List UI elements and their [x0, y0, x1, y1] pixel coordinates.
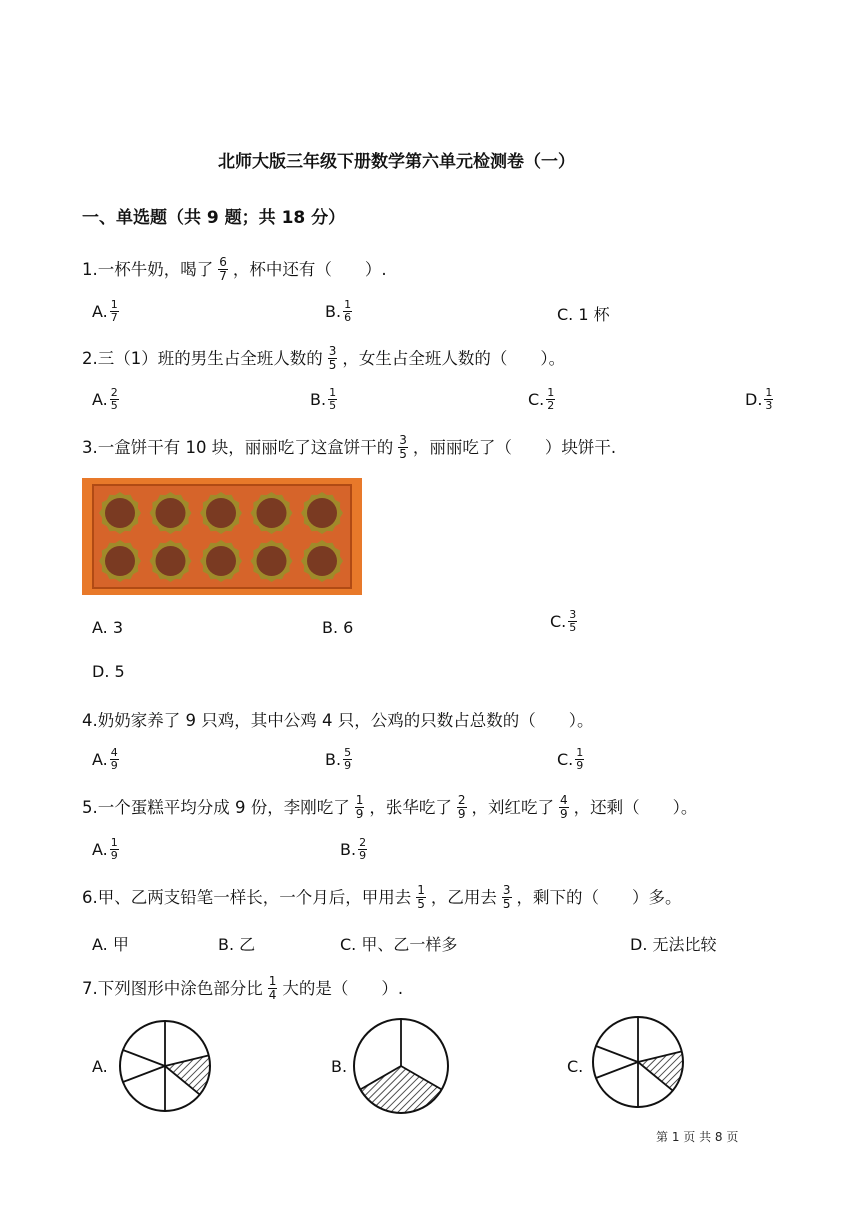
- q3-option-a[interactable]: A. 3: [92, 618, 124, 637]
- question-5: 5.一个蛋糕平均分成 9 份，李刚吃了 $\frac{1}{9}$ ，张华吃了 $\frac{2}{9}$ ，刘红吃了 $\frac{4}{9}$ ，还剩（ ）。: [82, 793, 698, 821]
- shaded-sector: [360, 1066, 441, 1113]
- cookie-center: [206, 498, 236, 528]
- q6-option-c[interactable]: C. 甲、乙一样多: [340, 935, 458, 954]
- cookie-center: [105, 498, 135, 528]
- question-3: 3.一盒饼干有 10 块，丽丽吃了这盒饼干的 $\frac{3}{5}$ ，丽丽吃了（ ）块饼干.: [82, 433, 617, 461]
- cookie-center: [156, 498, 186, 528]
- q3-option-b[interactable]: B. 6: [322, 618, 354, 637]
- q6-option-d[interactable]: D. 无法比较: [630, 935, 717, 954]
- q6-option-a[interactable]: A. 甲: [92, 935, 129, 954]
- cookie-center: [307, 498, 337, 528]
- cookie-center: [257, 498, 287, 528]
- q2-option-d[interactable]: D. $\frac{1}{3}$: [745, 386, 773, 412]
- cookie-box-image: [82, 478, 362, 595]
- q2-option-a[interactable]: A. $\frac{2}{5}$: [92, 386, 118, 412]
- circle-figure-a[interactable]: [117, 1020, 213, 1112]
- question-6: 6.甲、乙两支铅笔一样长，一个月后，甲用去 $\frac{1}{5}$ ，乙用去 $\frac{3}{5}$ ，剩下的（ ）多。: [82, 883, 682, 911]
- page-footer: 第 1 页 共 8 页: [656, 1130, 739, 1144]
- cookie-center: [156, 546, 186, 576]
- q1-option-c[interactable]: C. 1 杯: [557, 305, 610, 324]
- circle-figure-c[interactable]: [590, 1016, 686, 1108]
- cookie-center: [105, 546, 135, 576]
- cookie-center: [206, 546, 236, 576]
- q7-option-c[interactable]: C.: [567, 1057, 584, 1076]
- q3-option-c[interactable]: C. $\frac{3}{5}$: [550, 608, 577, 634]
- q3-option-d[interactable]: D. 5: [92, 662, 125, 681]
- q2-option-b[interactable]: B. $\frac{1}{5}$: [310, 386, 337, 412]
- section-heading: 一、单选题（共 9 题；共 18 分）: [82, 208, 346, 228]
- q4-option-b[interactable]: B. $\frac{5}{9}$: [325, 746, 352, 772]
- circle-figure-b[interactable]: [352, 1018, 450, 1114]
- question-2: 2.三（1）班的男生占全班人数的 $\frac{3}{5}$ ，女生占全班人数的（ ）。: [82, 344, 566, 372]
- q7-option-b[interactable]: B.: [331, 1057, 348, 1076]
- q4-option-c[interactable]: C. $\frac{1}{9}$: [557, 746, 584, 772]
- q1-option-a[interactable]: A. $\frac{1}{7}$: [92, 298, 118, 324]
- q4-option-a[interactable]: A. $\frac{4}{9}$: [92, 746, 118, 772]
- q6-option-b[interactable]: B. 乙: [218, 935, 256, 954]
- question-1: 1.一杯牛奶，喝了 $\frac{6}{7}$ ，杯中还有（ ）.: [82, 255, 387, 283]
- q7-option-a[interactable]: A.: [92, 1057, 108, 1076]
- q5-option-b[interactable]: B. $\frac{2}{9}$: [340, 836, 367, 862]
- cookie-center: [307, 546, 337, 576]
- q2-option-c[interactable]: C. $\frac{1}{2}$: [528, 386, 555, 412]
- page-title: 北师大版三年级下册数学第六单元检测卷（一）: [218, 152, 575, 172]
- question-7: 7.下列图形中涂色部分比 $\frac{1}{4}$ 大的是（ ）.: [82, 974, 404, 1002]
- cookie-center: [257, 546, 287, 576]
- q1-option-b[interactable]: B. $\frac{1}{6}$: [325, 298, 352, 324]
- question-4: 4.奶奶家养了 9 只鸡，其中公鸡 4 只，公鸡的只数占总数的（ ）。: [82, 711, 594, 730]
- q5-option-a[interactable]: A. $\frac{1}{9}$: [92, 836, 118, 862]
